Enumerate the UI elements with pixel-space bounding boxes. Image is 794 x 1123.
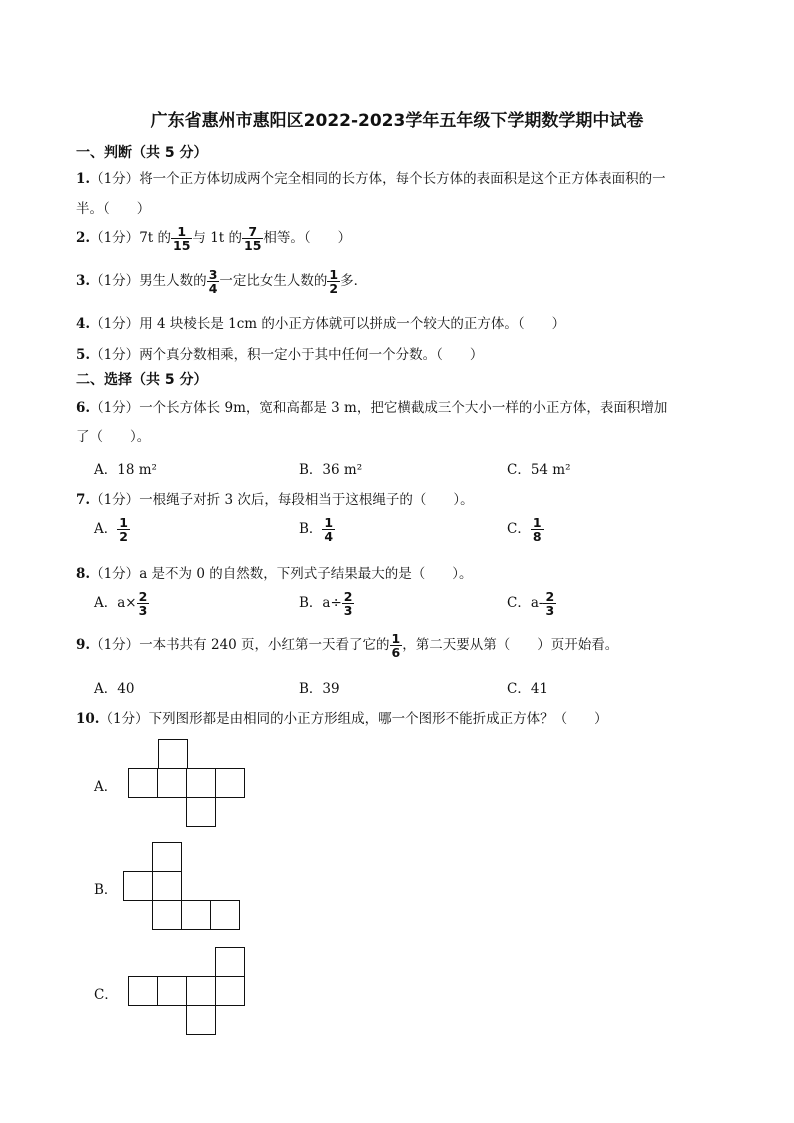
question-text: 男生人数的 — [139, 273, 207, 289]
question-2 — [76, 225, 351, 252]
page-title: 广东省惠州市惠阳区2022-2023学年五年级下学期数学期中试卷 — [150, 111, 644, 131]
fraction — [343, 590, 354, 617]
fraction-denominator: 6 — [391, 645, 401, 660]
question-score: （1分） — [90, 637, 140, 653]
fraction — [532, 516, 543, 543]
fraction-numerator: 1 — [177, 224, 187, 239]
question-number: 5. — [76, 347, 91, 363]
question-score: （1分） — [90, 492, 140, 508]
question-number: 9. — [76, 637, 91, 653]
fraction-denominator: 8 — [532, 529, 542, 544]
fraction-numerator: 1 — [532, 515, 542, 530]
net-square — [158, 739, 188, 769]
option-label: B． — [299, 521, 323, 537]
net-square — [152, 900, 182, 930]
fraction-denominator: 4 — [208, 281, 218, 296]
option-b[interactable] — [299, 590, 354, 617]
net-square — [186, 797, 216, 827]
fraction-denominator: 2 — [119, 529, 128, 544]
question-number: 1. — [76, 171, 91, 187]
fraction — [172, 225, 191, 252]
question-score: （1分） — [90, 171, 140, 187]
question-1-line-2: 半。（ ） — [76, 201, 151, 217]
fraction — [323, 516, 334, 543]
net-square — [215, 976, 245, 1006]
net-square — [215, 947, 245, 977]
question-score: （1分） — [90, 400, 140, 416]
question-number: 4. — [76, 316, 91, 332]
question-text: 相等。（ ） — [263, 230, 352, 246]
question-1 — [76, 167, 666, 187]
net-square — [215, 768, 245, 798]
option-a[interactable] — [94, 590, 149, 617]
question-number: 8. — [76, 566, 91, 582]
net-square — [128, 768, 158, 798]
fraction-denominator: 2 — [329, 281, 339, 296]
option-a-label[interactable]: A． — [94, 779, 118, 795]
option-label: C． — [507, 521, 531, 537]
question-number: 10. — [76, 711, 100, 727]
question-text: 7t 的 — [139, 230, 171, 246]
option-c-label[interactable]: C． — [94, 987, 118, 1003]
net-square — [152, 871, 182, 901]
option-c[interactable] — [507, 590, 556, 617]
option-b[interactable] — [299, 516, 335, 543]
question-text: 一本书共有 240 页，小红第一天看了它的 — [139, 637, 390, 653]
fraction-denominator: 3 — [343, 603, 353, 618]
fraction — [328, 268, 339, 295]
fraction-numerator: 1 — [329, 267, 339, 282]
question-score: （1分） — [99, 711, 149, 727]
question-number: 7. — [76, 492, 91, 508]
fraction — [208, 268, 219, 295]
question-text: 下列图形都是由相同的小正方形组成，哪一个图形不能折成正方体？（ ） — [148, 711, 608, 727]
question-score: （1分） — [90, 566, 140, 582]
question-10 — [76, 707, 608, 727]
question-score: （1分） — [90, 273, 140, 289]
option-a[interactable] — [94, 516, 130, 543]
question-4 — [76, 312, 565, 332]
fraction — [118, 516, 129, 543]
question-text: 一个长方体长 9m，宽和高都是 3 m，把它横截成三个大小一样的小正方体，表面积增加 — [139, 400, 668, 416]
question-text: 用 4 块棱长是 1cm 的小正方体就可以拼成一个较大的正方体。（ ） — [139, 316, 566, 332]
question-score: （1分） — [90, 230, 140, 246]
cube-net-b[interactable] — [123, 842, 243, 932]
question-6-line-2: 了（ ）。 — [76, 429, 151, 445]
question-number: 6. — [76, 400, 91, 416]
question-7 — [76, 488, 474, 508]
fraction-numerator: 2 — [138, 589, 148, 604]
question-5 — [76, 343, 483, 363]
option-label: A．a× — [94, 595, 137, 611]
net-square — [186, 1005, 216, 1035]
option-b[interactable]: B．36 m² — [299, 462, 363, 478]
option-b[interactable]: B．39 — [299, 681, 340, 697]
question-9 — [76, 632, 618, 659]
fraction — [391, 632, 402, 659]
question-text: 一根绳子对折 3 次后，每段相当于这根绳子的（ ）。 — [139, 492, 474, 508]
net-square — [128, 976, 158, 1006]
question-text: 两个真分数相乘，积一定小于其中任何一个分数。（ ） — [139, 347, 484, 363]
net-square — [210, 900, 240, 930]
option-label: C．a- — [507, 595, 544, 611]
fraction-numerator: 1 — [324, 515, 334, 530]
question-number: 2. — [76, 230, 91, 246]
question-text: 多． — [340, 273, 368, 289]
fraction-denominator: 15 — [173, 238, 191, 253]
fraction — [243, 225, 262, 252]
option-label: A． — [94, 521, 118, 537]
section-heading-choice: 二、选择（共 5 分） — [76, 372, 208, 388]
net-square — [181, 900, 211, 930]
option-c[interactable]: C．41 — [507, 681, 549, 697]
option-b-label[interactable]: B． — [94, 882, 118, 898]
fraction-numerator: 2 — [545, 589, 555, 604]
question-6 — [76, 396, 667, 416]
fraction-numerator: 2 — [343, 589, 353, 604]
fraction-numerator: 1 — [391, 631, 401, 646]
question-score: （1分） — [90, 316, 140, 332]
question-text: ，第二天要从第（ ）页开始看。 — [402, 637, 619, 653]
option-a[interactable]: A．18 m² — [94, 462, 157, 478]
question-number: 3. — [76, 273, 91, 289]
fraction-denominator: 15 — [244, 238, 262, 253]
option-label: B．a÷ — [299, 595, 342, 611]
question-text: 将一个正方体切成两个完全相同的长方体，每个长方体的表面积是这个正方体表面积的一 — [139, 171, 666, 187]
fraction-numerator: 7 — [248, 224, 258, 239]
option-c[interactable] — [507, 516, 544, 543]
fraction — [544, 590, 555, 617]
question-text: a 是不为 0 的自然数，下列式子结果最大的是（ ）。 — [139, 566, 473, 582]
question-text: 与 1t 的 — [192, 230, 243, 246]
question-3 — [76, 268, 367, 295]
question-score: （1分） — [90, 347, 140, 363]
fraction-numerator: 3 — [208, 267, 218, 282]
net-square — [157, 976, 187, 1006]
cube-net-a[interactable] — [128, 739, 248, 829]
option-c[interactable]: C．54 m² — [507, 462, 571, 478]
net-square — [152, 842, 182, 872]
fraction-denominator: 3 — [545, 603, 555, 618]
fraction-numerator: 1 — [119, 515, 128, 530]
net-square — [186, 768, 216, 798]
cube-net-c[interactable] — [128, 947, 248, 1037]
option-a[interactable]: A．40 — [94, 681, 135, 697]
net-square — [157, 768, 187, 798]
net-square — [123, 871, 153, 901]
fraction-denominator: 3 — [138, 603, 148, 618]
question-8 — [76, 562, 472, 582]
fraction — [138, 590, 149, 617]
fraction-denominator: 4 — [324, 529, 334, 544]
section-heading-judgement: 一、判断（共 5 分） — [76, 145, 208, 161]
question-text: 一定比女生人数的 — [219, 273, 328, 289]
net-square — [186, 976, 216, 1006]
